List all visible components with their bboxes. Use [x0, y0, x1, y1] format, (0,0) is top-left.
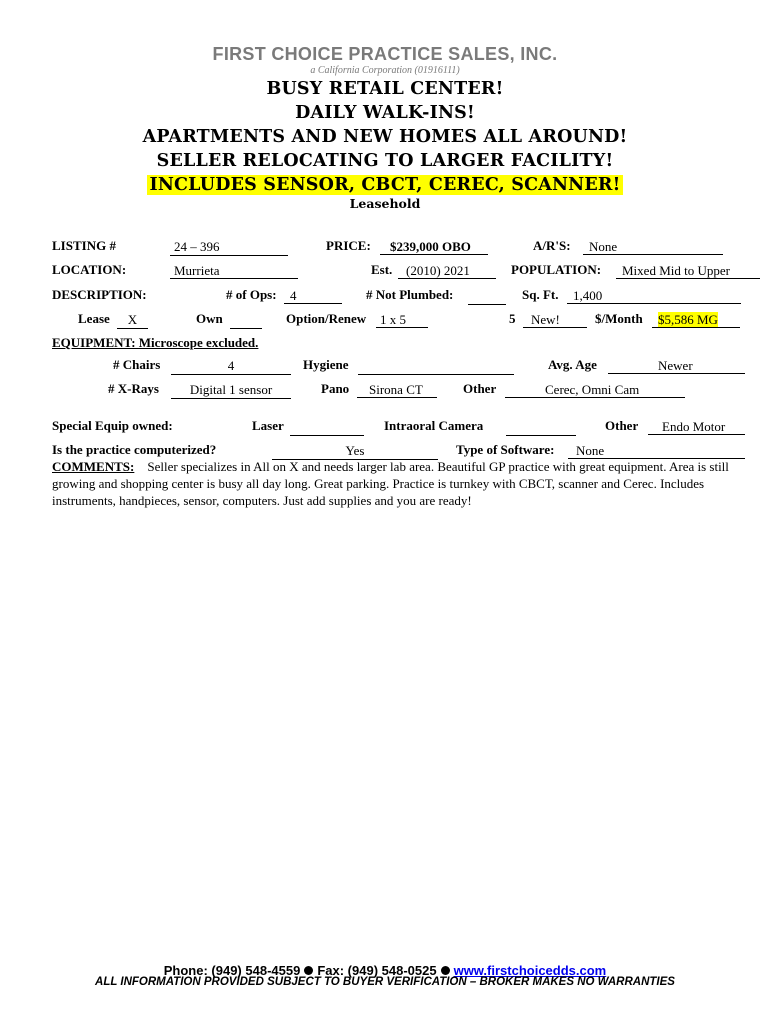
sqft-label: Sq. Ft.	[522, 287, 559, 302]
month-label: $/Month	[595, 311, 643, 326]
chairs-value: 4	[171, 358, 291, 375]
sqft-value: 1,400	[567, 288, 741, 304]
corporation-line: a California Corporation (01916111)	[310, 65, 460, 76]
ar-label: A/R'S:	[533, 238, 571, 253]
est-label: Est.	[371, 262, 393, 277]
chairs-label: # Chairs	[113, 357, 161, 372]
footer-fax: Fax: (949) 548-0525	[317, 963, 437, 978]
company-name: FIRST CHOICE PRACTICE SALES, INC.	[212, 44, 558, 64]
option-label: Option/Renew	[286, 311, 367, 326]
location-value: Murrieta	[170, 263, 298, 279]
ops-label: # of Ops:	[226, 287, 277, 302]
hygiene-label: Hygiene	[303, 357, 349, 372]
term-prefix: 5	[509, 311, 516, 326]
description-label: DESCRIPTION:	[52, 287, 147, 302]
bullet-icon	[441, 966, 450, 975]
xrays-value: Digital 1 sensor	[171, 382, 291, 399]
listing-label: LISTING #	[52, 238, 116, 253]
population-value: Mixed Mid to Upper	[616, 263, 760, 279]
software-label: Type of Software:	[456, 442, 555, 457]
other2-value: Endo Motor	[648, 419, 745, 435]
laser-value	[290, 419, 364, 436]
headline-5: INCLUDES SENSOR, CBCT, CEREC, SCANNER!	[149, 175, 621, 195]
option-value: 1 x 5	[376, 312, 428, 328]
comments-label: COMMENTS:	[52, 459, 135, 474]
intraoral-value	[506, 419, 576, 436]
laser-label: Laser	[252, 418, 284, 433]
headline-4: SELLER RELOCATING TO LARGER FACILITY!	[156, 151, 614, 171]
ops-value: 4	[284, 288, 342, 304]
own-value	[230, 312, 262, 329]
hygiene-value	[358, 358, 514, 375]
website-link[interactable]: www.firstchoicedds.com	[453, 963, 607, 978]
price-value: $239,000 OBO	[380, 239, 488, 255]
location-label: LOCATION:	[52, 262, 127, 277]
footer-phone: Phone: (949) 548-4559	[163, 963, 301, 978]
other-value: Cerec, Omni Cam	[505, 382, 685, 398]
other2-label: Other	[605, 418, 639, 433]
term-value: New!	[523, 312, 587, 328]
other-label: Other	[463, 381, 497, 396]
est-value: (2010) 2021	[398, 263, 496, 279]
equipment-title: EQUIPMENT: Microscope excluded.	[52, 335, 259, 350]
month-value: $5,586 MG	[652, 312, 740, 328]
headline-3: APARTMENTS AND NEW HOMES ALL AROUND!	[142, 127, 628, 147]
comments-block	[52, 458, 742, 509]
lease-label: Lease	[78, 311, 110, 326]
lease-value: X	[117, 312, 148, 329]
price-label: PRICE:	[326, 238, 371, 253]
headline-2: DAILY WALK-INS!	[295, 103, 475, 123]
listing-value: 24 – 396	[170, 239, 288, 256]
not-plumbed-value	[468, 288, 506, 305]
pano-value: Sirona CT	[357, 382, 437, 398]
pano-label: Pano	[321, 381, 350, 396]
xrays-label: # X-Rays	[108, 381, 159, 396]
ar-value: None	[583, 239, 723, 255]
lease-type: Leasehold	[349, 196, 421, 211]
headline-1: BUSY RETAIL CENTER!	[266, 79, 504, 99]
avg-age-value: Newer	[608, 358, 745, 374]
avg-age-label: Avg. Age	[548, 357, 597, 372]
bullet-icon	[304, 966, 313, 975]
computerized-label: Is the practice computerized?	[52, 442, 217, 457]
not-plumbed-label: # Not Plumbed:	[366, 287, 454, 302]
computerized-value: Yes	[272, 443, 438, 460]
comments-text: Seller specializes in All on X and needs larger lab area. Beautiful GP practice with great equipment. Area is still growing and shopping center is busy all day long. Great parking. Practice is turnkey with CBCT, scanner and Cerec. Includes instruments, handpieces, sensor, computers. Just add supplies and you are ready!	[52, 459, 729, 508]
own-label: Own	[196, 311, 223, 326]
footer-disclaimer: ALL INFORMATION PROVIDED SUBJECT TO BUYER VERIFICATION – BROKER MAKES NO WARRANTIES	[95, 976, 675, 988]
population-label: POPULATION:	[511, 262, 602, 277]
intraoral-label: Intraoral Camera	[384, 418, 484, 433]
special-equip-label: Special Equip owned:	[52, 418, 173, 433]
software-value: None	[568, 443, 745, 459]
